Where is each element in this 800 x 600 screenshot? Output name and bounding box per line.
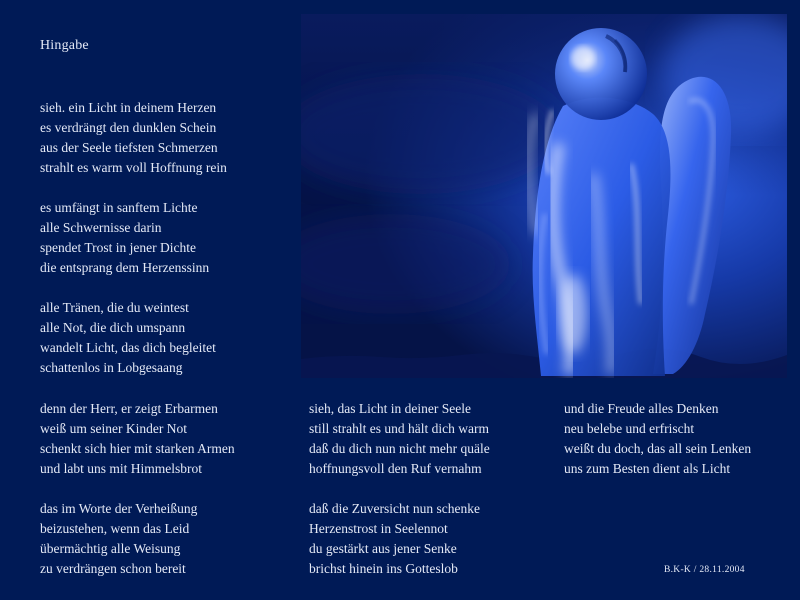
poem-line: alle Schwernisse darin	[40, 220, 162, 235]
stanza-2	[40, 198, 209, 278]
poem-line: die entsprang dem Herzenssinn	[40, 260, 210, 275]
poem-line: das im Worte der Verheißung	[40, 501, 198, 516]
poem-line: alle Not, die dich umspann	[40, 320, 186, 335]
poem-line: still strahlt es und hält dich warm	[309, 421, 489, 436]
poem-line: weißt du doch, das all sein Lenken	[564, 441, 752, 456]
poem-line: Herzenstrost in Seelennot	[309, 521, 448, 536]
poem-line: spendet Trost in jener Dichte	[40, 240, 196, 255]
poem-line: zu verdrängen schon bereit	[40, 561, 186, 576]
poem-line: daß die Zuversicht nun schenke	[309, 501, 480, 516]
poem-line: es verdrängt den dunklen Schein	[40, 120, 217, 135]
poem-line: und labt uns mit Himmelsbrot	[40, 461, 202, 476]
poem-line: weiß um seiner Kinder Not	[40, 421, 187, 436]
poem-line: uns zum Besten dient als Licht	[564, 461, 731, 476]
stanza-6	[309, 399, 490, 479]
angel-photo	[301, 14, 787, 378]
poem-line: schenkt sich hier mit starken Armen	[40, 441, 235, 456]
stanza-7	[309, 499, 480, 579]
poem-line: hoffnungsvoll den Ruf vernahm	[309, 461, 482, 476]
glass-angel-image	[301, 14, 787, 378]
poem-line: alle Tränen, die du weintest	[40, 300, 189, 315]
stanza-5	[40, 499, 197, 579]
poem-line: und die Freude alles Denken	[564, 401, 719, 416]
stanza-1	[40, 98, 227, 178]
poem-line: neu belebe und erfrischt	[564, 421, 695, 436]
stanza-4	[40, 399, 235, 479]
poem-line: schattenlos in Lobgesaang	[40, 360, 183, 375]
stanza-8	[564, 399, 751, 479]
poem-line: daß du dich nun nicht mehr quäle	[309, 441, 490, 456]
poem-line: denn der Herr, er zeigt Erbarmen	[40, 401, 218, 416]
poem-title: Hingabe	[40, 38, 89, 53]
stanza-3	[40, 298, 216, 378]
poem-line: es umfängt in sanftem Lichte	[40, 200, 198, 215]
poem-line: du gestärkt aus jener Senke	[309, 541, 457, 556]
poem-line: übermächtig alle Weisung	[40, 541, 181, 556]
poem-line: sieh. ein Licht in deinem Herzen	[40, 100, 217, 115]
signature: B.K-K / 28.11.2004	[664, 565, 745, 575]
poem-line: strahlt es warm voll Hoffnung rein	[40, 160, 227, 175]
poem-line: beizustehen, wenn das Leid	[40, 521, 190, 536]
poem-line: brichst hinein ins Gotteslob	[309, 561, 458, 576]
poem-line: sieh, das Licht in deiner Seele	[309, 401, 471, 416]
poem-line: aus der Seele tiefsten Schmerzen	[40, 140, 218, 155]
poem-line: wandelt Licht, das dich begleitet	[40, 340, 216, 355]
